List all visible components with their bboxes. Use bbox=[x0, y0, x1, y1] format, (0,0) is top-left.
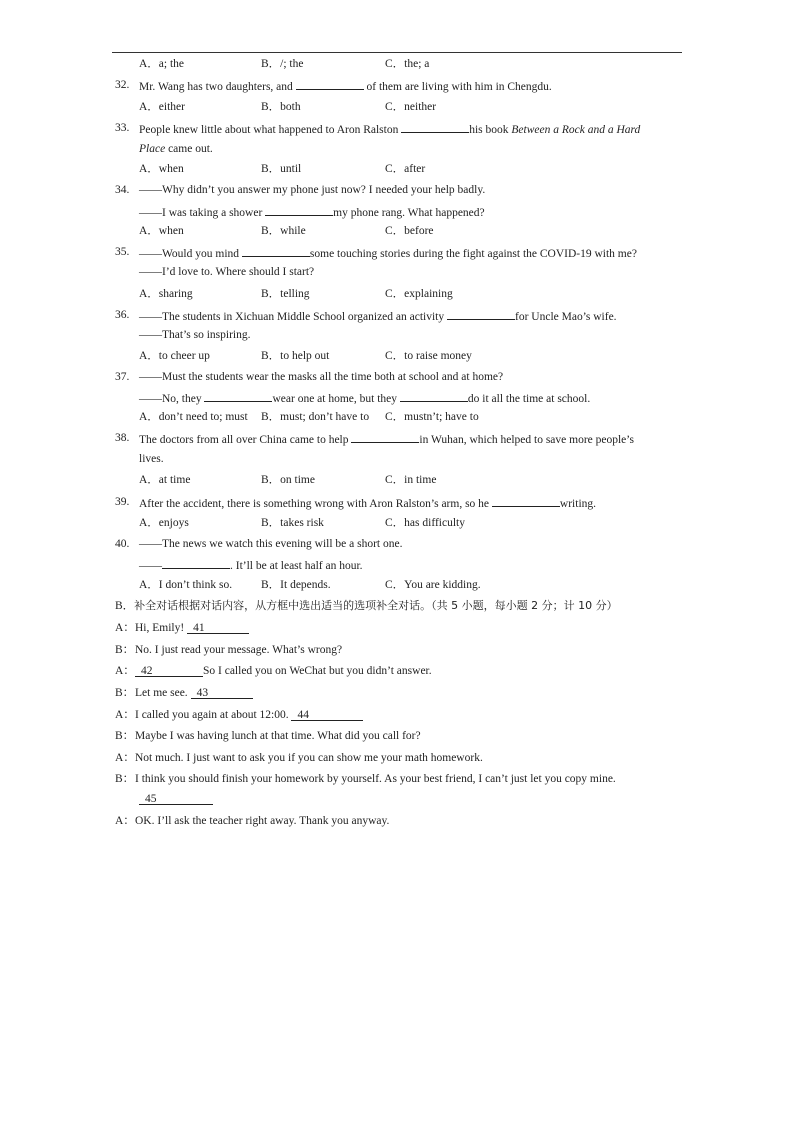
q32-option-b[interactable]: B．both bbox=[261, 101, 301, 113]
q40-option-a[interactable]: A．I don’t think so. bbox=[139, 579, 233, 591]
section-b-label: B． bbox=[115, 600, 135, 612]
q34-line1: ——Why didn’t you answer my phone just now? I needed your help badly. bbox=[139, 184, 486, 196]
q35-option-b[interactable]: B．telling bbox=[261, 288, 310, 300]
speaker-a: A： bbox=[115, 665, 135, 677]
dialogue-line-7 bbox=[115, 751, 483, 765]
q32-text-pre: Mr. Wang has two daughters, and bbox=[139, 81, 293, 93]
q40-option-b[interactable]: B．It depends. bbox=[261, 579, 331, 591]
q33-book-title: Between a Rock and a Hard bbox=[511, 124, 641, 136]
q39-number: 39. bbox=[115, 496, 130, 508]
q36-line1-post: for Uncle Mao’s wife. bbox=[515, 311, 617, 323]
q39-stem bbox=[115, 495, 597, 510]
q33-text-post2: came out. bbox=[168, 143, 213, 155]
q38-line2: lives. bbox=[139, 453, 164, 465]
q37-number: 37. bbox=[115, 371, 130, 383]
q40-blank bbox=[162, 557, 230, 569]
q36-option-a[interactable]: A．to cheer up bbox=[139, 350, 210, 362]
q38-stem bbox=[115, 431, 634, 446]
dialogue-text: No. I just read your message. What’s wrong? bbox=[135, 644, 343, 656]
dialogue-line-2 bbox=[115, 643, 342, 657]
q32-text-post: of them are living with him in Chengdu. bbox=[366, 81, 552, 93]
section-b-heading bbox=[115, 599, 618, 613]
q36-stem bbox=[115, 308, 617, 323]
q33-blank bbox=[401, 121, 469, 133]
speaker-a: A： bbox=[115, 752, 135, 764]
q40-number: 40. bbox=[115, 538, 130, 550]
q38-option-b[interactable]: B．on time bbox=[261, 474, 315, 486]
q33-stem bbox=[115, 121, 641, 136]
q38-option-a[interactable]: A．at time bbox=[139, 474, 191, 486]
dialogue-text: OK. I’ll ask the teacher right away. Thank you anyway. bbox=[135, 815, 390, 827]
q39-blank bbox=[492, 495, 560, 507]
q31-option-a[interactable]: A．a; the bbox=[139, 58, 185, 70]
q38-blank bbox=[351, 431, 419, 443]
q33-option-c[interactable]: C．after bbox=[385, 163, 426, 175]
dialogue-text: I think you should finish your homework by yourself. As your best friend, I can’t just let you copy mine. bbox=[135, 773, 616, 785]
dialogue-line-6 bbox=[115, 729, 421, 743]
q37-blank-2 bbox=[400, 390, 468, 402]
speaker-a: A： bbox=[115, 815, 135, 827]
q33-stem-cont bbox=[139, 142, 213, 156]
q35-option-a[interactable]: A．sharing bbox=[139, 288, 193, 300]
q33-text-pre: People knew little about what happened to Aron Ralston bbox=[139, 124, 399, 136]
dialogue-line-4 bbox=[115, 686, 253, 700]
speaker-b: B： bbox=[115, 773, 135, 785]
answer-blank-43[interactable]: 43 bbox=[191, 686, 253, 699]
q36-option-b[interactable]: B．to help out bbox=[261, 350, 330, 362]
q37-line2 bbox=[139, 390, 590, 406]
q37-option-b[interactable]: B．must; don’t have to bbox=[261, 411, 370, 423]
q39-text-pre: After the accident, there is something wrong with Aron Ralston’s arm, so he bbox=[139, 498, 490, 510]
q40-line2-pre: —— bbox=[139, 560, 162, 572]
q34-line2-post: my phone rang. What happened? bbox=[333, 207, 485, 219]
q36-option-c[interactable]: C．to raise money bbox=[385, 350, 472, 362]
q39-option-b[interactable]: B．takes risk bbox=[261, 517, 324, 529]
q34-number: 34. bbox=[115, 184, 130, 196]
q34-option-b[interactable]: B．while bbox=[261, 225, 306, 237]
q32-blank bbox=[296, 78, 364, 90]
dialogue-line-5 bbox=[115, 708, 363, 722]
q37-option-c[interactable]: C．mustn’t; have to bbox=[385, 411, 479, 423]
dialogue-text: So I called you on WeChat but you didn’t answer. bbox=[203, 665, 432, 677]
q40-stem bbox=[115, 537, 403, 551]
dialogue-text: Hi, Emily! bbox=[135, 622, 185, 634]
q32-number: 32. bbox=[115, 79, 130, 91]
q37-line2-c: do it all the time at school. bbox=[467, 393, 591, 405]
q40-line2-post: . It’ll be at least half an hour. bbox=[230, 560, 363, 572]
q32-option-a[interactable]: A．either bbox=[139, 101, 185, 113]
q36-line1-pre: ——The students in Xichuan Middle School organized an activity bbox=[139, 311, 445, 323]
q38-text-pre: The doctors from all over China came to help bbox=[139, 434, 349, 446]
q32-option-c[interactable]: C．neither bbox=[385, 101, 437, 113]
q32-stem bbox=[115, 78, 552, 93]
dialogue-text: Not much. I just want to ask you if you can show me your math homework. bbox=[135, 752, 483, 764]
dialogue-text: Let me see. bbox=[135, 687, 188, 699]
q36-number: 36. bbox=[115, 309, 130, 321]
speaker-b: B： bbox=[115, 730, 135, 742]
answer-blank-44[interactable]: 44 bbox=[291, 708, 363, 721]
answer-blank-45[interactable]: 45 bbox=[139, 792, 213, 805]
speaker-b: B： bbox=[115, 644, 135, 656]
q36-blank bbox=[447, 308, 515, 320]
q35-blank bbox=[242, 245, 310, 257]
q39-option-a[interactable]: A．enjoys bbox=[139, 517, 189, 529]
q38-number: 38. bbox=[115, 432, 130, 444]
q37-line2-b: wear one at home, but they bbox=[272, 393, 398, 405]
q40-line2 bbox=[139, 557, 363, 573]
q35-line1-post: some touching stories during the fight against the COVID-19 with me? bbox=[309, 248, 637, 260]
dialogue-line-9 bbox=[115, 814, 389, 828]
dialogue-line-3 bbox=[115, 664, 432, 678]
header-rule bbox=[112, 52, 682, 53]
speaker-a: A： bbox=[115, 709, 135, 721]
answer-blank-42[interactable]: 42 bbox=[135, 664, 203, 677]
q39-text-post: writing. bbox=[559, 498, 597, 510]
q39-option-c[interactable]: C．has difficulty bbox=[385, 517, 465, 529]
dialogue-text: Maybe I was having lunch at that time. What did you call for? bbox=[135, 730, 421, 742]
q31-option-c[interactable]: C．the; a bbox=[385, 58, 430, 70]
q31-option-b[interactable]: B．/; the bbox=[261, 58, 304, 70]
q40-option-c[interactable]: C．You are kidding. bbox=[385, 579, 481, 591]
q38-text-post: in Wuhan, which helped to save more people’s bbox=[419, 434, 634, 446]
speaker-b: B： bbox=[115, 687, 135, 699]
q38-option-c[interactable]: C．in time bbox=[385, 474, 437, 486]
q35-number: 35. bbox=[115, 246, 130, 258]
q37-blank-1 bbox=[204, 390, 272, 402]
q37-stem bbox=[115, 370, 504, 384]
q36-line2: ——That’s so inspiring. bbox=[139, 329, 251, 341]
q40-line1: ——The news we watch this evening will be a short one. bbox=[139, 538, 403, 550]
answer-blank-41[interactable]: 41 bbox=[187, 621, 249, 634]
q37-line2-a: ——No, they bbox=[139, 393, 202, 405]
section-b-instructions: 补全对话根据对话内容，从方框中选出适当的选项补全对话。（共 5 小题，每小题 2 分；计 10 分） bbox=[134, 599, 618, 612]
q33-text-post: his book bbox=[469, 124, 509, 136]
dialogue-line-8 bbox=[115, 772, 616, 786]
dialogue-text: I called you again at about 12:00. bbox=[135, 709, 289, 721]
q37-line1: ——Must the students wear the masks all the time both at school and at home? bbox=[139, 371, 504, 383]
q35-line1-pre: ——Would you mind bbox=[139, 248, 240, 260]
dialogue-line-8-cont bbox=[139, 792, 213, 806]
q33-number: 33. bbox=[115, 122, 130, 134]
q34-line2-pre: ——I was taking a shower bbox=[139, 207, 263, 219]
speaker-a: A： bbox=[115, 622, 135, 634]
q35-option-c[interactable]: C．explaining bbox=[385, 288, 453, 300]
q33-book-title-cont: Place bbox=[139, 143, 166, 155]
q34-option-a[interactable]: A．when bbox=[139, 225, 184, 237]
q33-option-a[interactable]: A．when bbox=[139, 163, 184, 175]
q35-line2: ——I’d love to. Where should I start? bbox=[139, 266, 315, 278]
q34-stem bbox=[115, 183, 486, 197]
q34-line2 bbox=[139, 204, 485, 220]
q37-option-a[interactable]: A．don’t need to; must bbox=[139, 411, 248, 423]
q34-option-c[interactable]: C．before bbox=[385, 225, 434, 237]
q35-stem bbox=[115, 245, 637, 260]
q33-option-b[interactable]: B．until bbox=[261, 163, 302, 175]
q34-blank bbox=[265, 204, 333, 216]
dialogue-line-1 bbox=[115, 621, 249, 635]
